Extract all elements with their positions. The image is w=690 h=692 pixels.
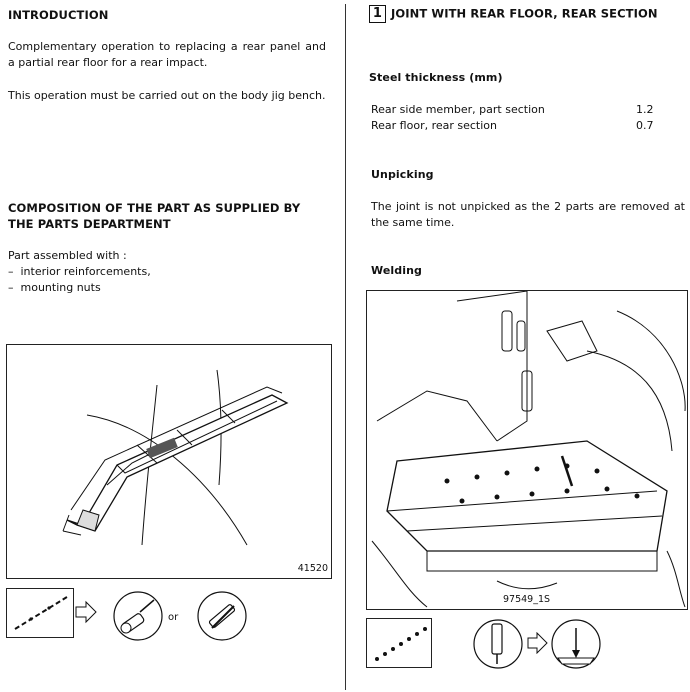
side-member-figure [6,344,332,579]
composition-intro: Part assembled with : [8,249,127,262]
steel-row-rear-floor-label: Rear floor, rear section [371,119,498,132]
introduction-paragraph-2: This operation must be carried out on the body jig bench. [8,89,326,102]
unpicking-text: The joint is not unpicked as the 2 parts are removed at the same time. [371,200,685,229]
dashed-cut-line-icon [7,589,73,637]
composition-item-1 [8,264,151,280]
column-divider [345,4,346,690]
introduction-paragraph-1: Complementary operation to replacing a rear panel and a partial rear floor for a rear impact. [8,40,326,69]
introduction-heading: INTRODUCTION [8,8,109,22]
figure-number: 41520 [297,563,328,574]
composition-heading: COMPOSITION OF THE PART AS SUPPLIED BY THE PARTS DEPARTMENT [8,201,301,231]
or-label: or [168,612,179,623]
floor-joint-figure [366,290,688,610]
composition-item-2-text: mounting nuts [20,281,101,294]
list-dash: – [8,265,21,278]
weld-grinding-icon [550,618,602,670]
steel-thickness-heading: Steel thickness (mm) [369,71,503,84]
section-heading [369,5,658,23]
section-title: JOINT WITH REAR FLOOR, REAR SECTION [391,6,658,21]
section-number-box: 1 [369,5,386,23]
spot-weld-icon-box [366,618,432,668]
composition-item-2 [8,280,101,296]
arrow-icon [74,600,98,624]
saw-icon [196,590,248,642]
list-dash: – [8,281,21,294]
spot-weld-dots-icon [367,619,431,667]
arrow-icon [526,632,548,654]
floor-joint-drawing [367,291,687,609]
weld-line-icon-box [6,588,74,638]
grinder-icon [112,590,164,642]
steel-row-side-member-value: 1.2 [636,103,654,116]
side-member-drawing [7,345,331,578]
steel-row-rear-floor-value: 0.7 [636,119,654,132]
unpicking-heading: Unpicking [371,168,434,181]
welding-torch-icon [472,618,524,670]
welding-heading: Welding [371,264,423,277]
steel-row-side-member-label: Rear side member, part section [371,103,545,116]
composition-item-1-text: interior reinforcements, [20,265,151,278]
figure-number: 97549_1S [503,594,551,605]
